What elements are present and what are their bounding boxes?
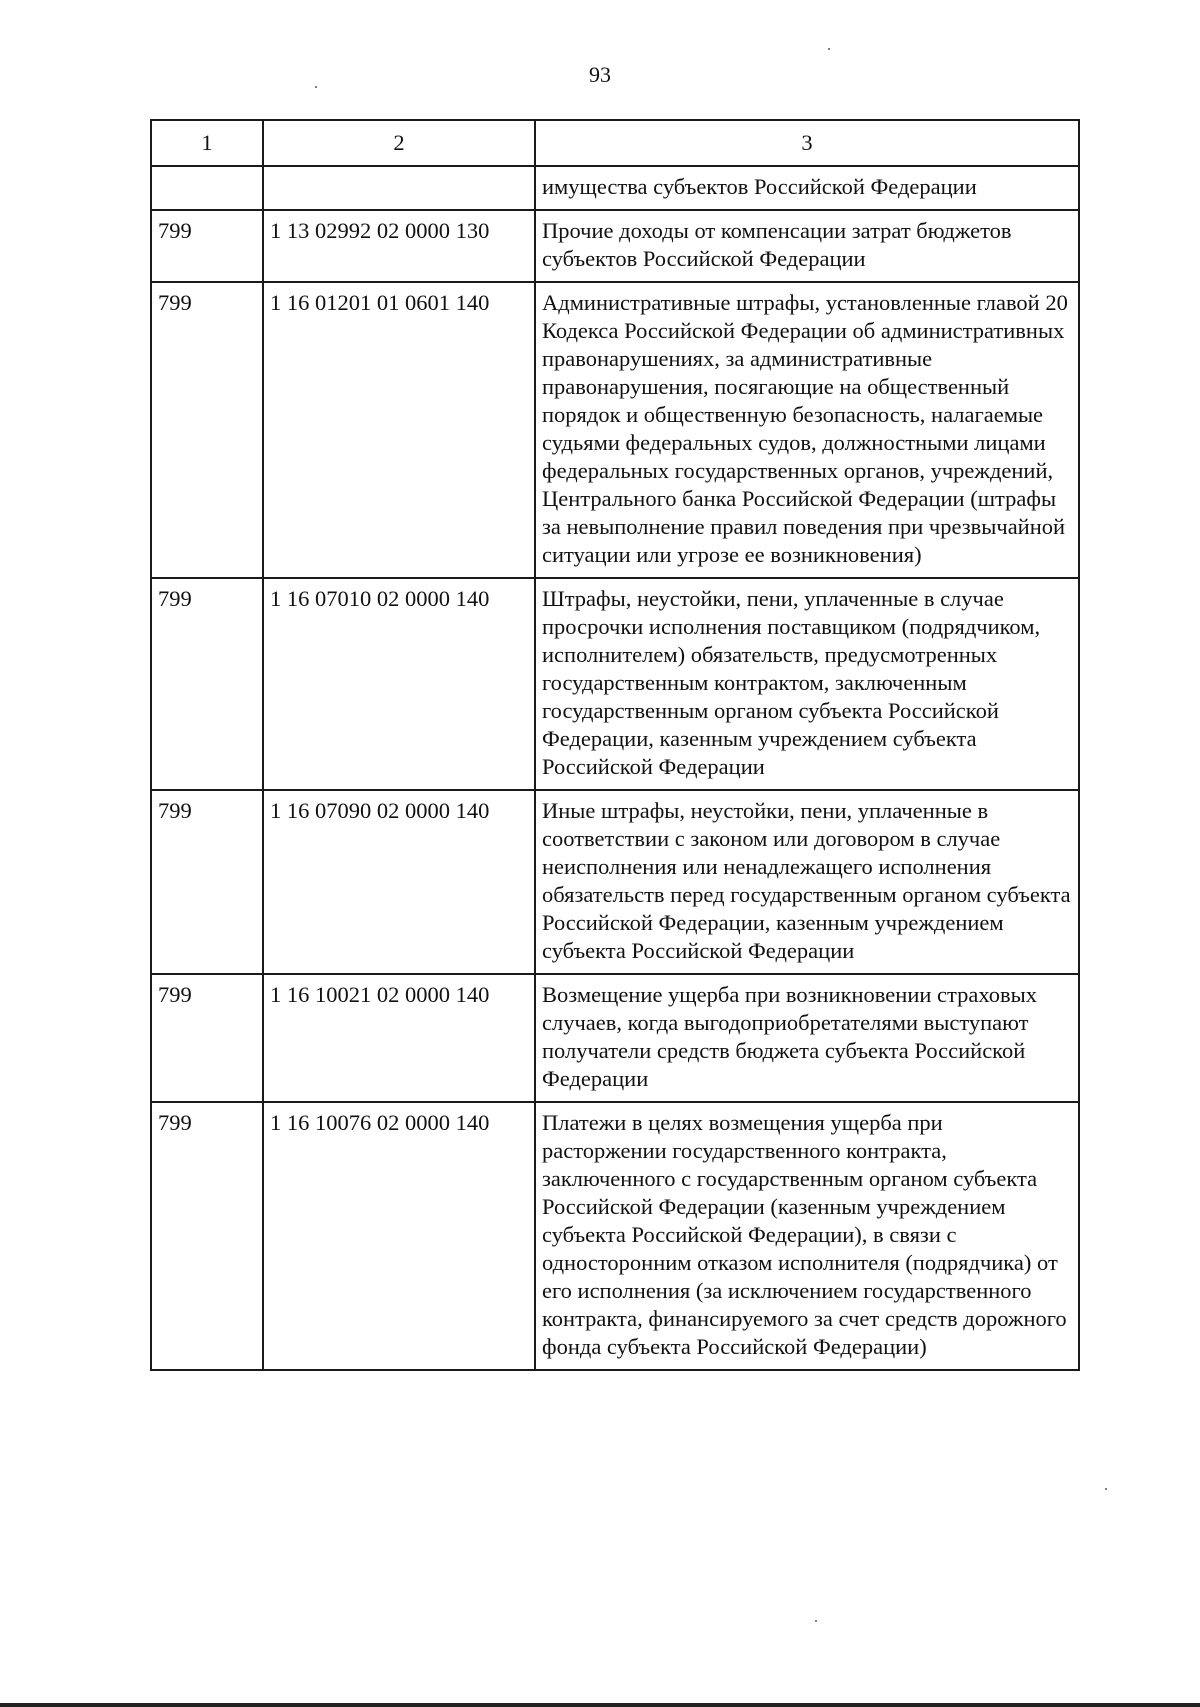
table-row <box>151 210 1079 282</box>
scan-speck <box>1105 1488 1107 1490</box>
scan-speck <box>315 86 317 88</box>
kbk-code-cell: 1 16 07090 02 0000 140 <box>263 790 535 974</box>
column-header-2: 2 <box>263 120 535 166</box>
kbk-code-cell: 1 16 07010 02 0000 140 <box>263 578 535 790</box>
kbk-code-cell <box>263 166 535 210</box>
page-number: 93 <box>589 62 611 87</box>
description-cell: имущества субъектов Российской Федерации <box>535 166 1079 210</box>
admin-code-cell <box>151 166 263 210</box>
table-row <box>151 974 1079 1102</box>
description-cell: Иные штрафы, неустойки, пени, уплаченные в соответствии с законом или договором в случае неисполнения или ненадлежащего исполнения обязательств перед государственным органом субъекта Российской Федерации, казенным учреждением субъекта Российской Федерации <box>535 790 1079 974</box>
table-row <box>151 790 1079 974</box>
budget-revenue-table <box>150 119 1080 1371</box>
table-header-row <box>151 120 1079 166</box>
column-header-1: 1 <box>151 120 263 166</box>
kbk-code-cell: 1 13 02992 02 0000 130 <box>263 210 535 282</box>
column-header-3: 3 <box>535 120 1079 166</box>
table-row <box>151 166 1079 210</box>
scan-edge-line <box>0 1703 1200 1707</box>
admin-code-cell: 799 <box>151 790 263 974</box>
table-row <box>151 282 1079 578</box>
admin-code-cell: 799 <box>151 1102 263 1370</box>
admin-code-cell: 799 <box>151 974 263 1102</box>
table-row <box>151 578 1079 790</box>
description-cell: Возмещение ущерба при возникновении страховых случаев, когда выгодоприобретателями выступают получатели средств бюджета субъекта Российской Федерации <box>535 974 1079 1102</box>
scan-speck <box>815 1620 817 1622</box>
admin-code-cell: 799 <box>151 282 263 578</box>
table-row <box>151 1102 1079 1370</box>
description-cell: Платежи в целях возмещения ущерба при расторжении государственного контракта, заключенного с государственным органом субъекта Российской Федерации (казенным учреждением субъекта Российской Федерации), в связи с односторонним отказом исполнителя (подрядчика) от его исполнения (за исключением государственного контракта, финансируемого за счет средств дорожного фонда субъекта Российской Федерации) <box>535 1102 1079 1370</box>
kbk-code-cell: 1 16 10076 02 0000 140 <box>263 1102 535 1370</box>
description-cell: Административные штрафы, установленные главой 20 Кодекса Российской Федерации об административных правонарушениях, за административные правонарушения, посягающие на общественный порядок и общественную безопасность, налагаемые судьями федеральных судов, должностными лицами федеральных государственных органов, учреждений, Центрального банка Российской Федерации (штрафы за невыполнение правил поведения при чрезвычайной ситуации или угрозе ее возникновения) <box>535 282 1079 578</box>
scan-speck <box>828 48 830 50</box>
description-cell: Штрафы, неустойки, пени, уплаченные в случае просрочки исполнения поставщиком (подрядчиком, исполнителем) обязательств, предусмотренных государственным контрактом, заключенным государственным органом субъекта Российской Федерации, казенным учреждением субъекта Российской Федерации <box>535 578 1079 790</box>
kbk-code-cell: 1 16 01201 01 0601 140 <box>263 282 535 578</box>
kbk-code-cell: 1 16 10021 02 0000 140 <box>263 974 535 1102</box>
admin-code-cell: 799 <box>151 210 263 282</box>
description-cell: Прочие доходы от компенсации затрат бюджетов субъектов Российской Федерации <box>535 210 1079 282</box>
admin-code-cell: 799 <box>151 578 263 790</box>
